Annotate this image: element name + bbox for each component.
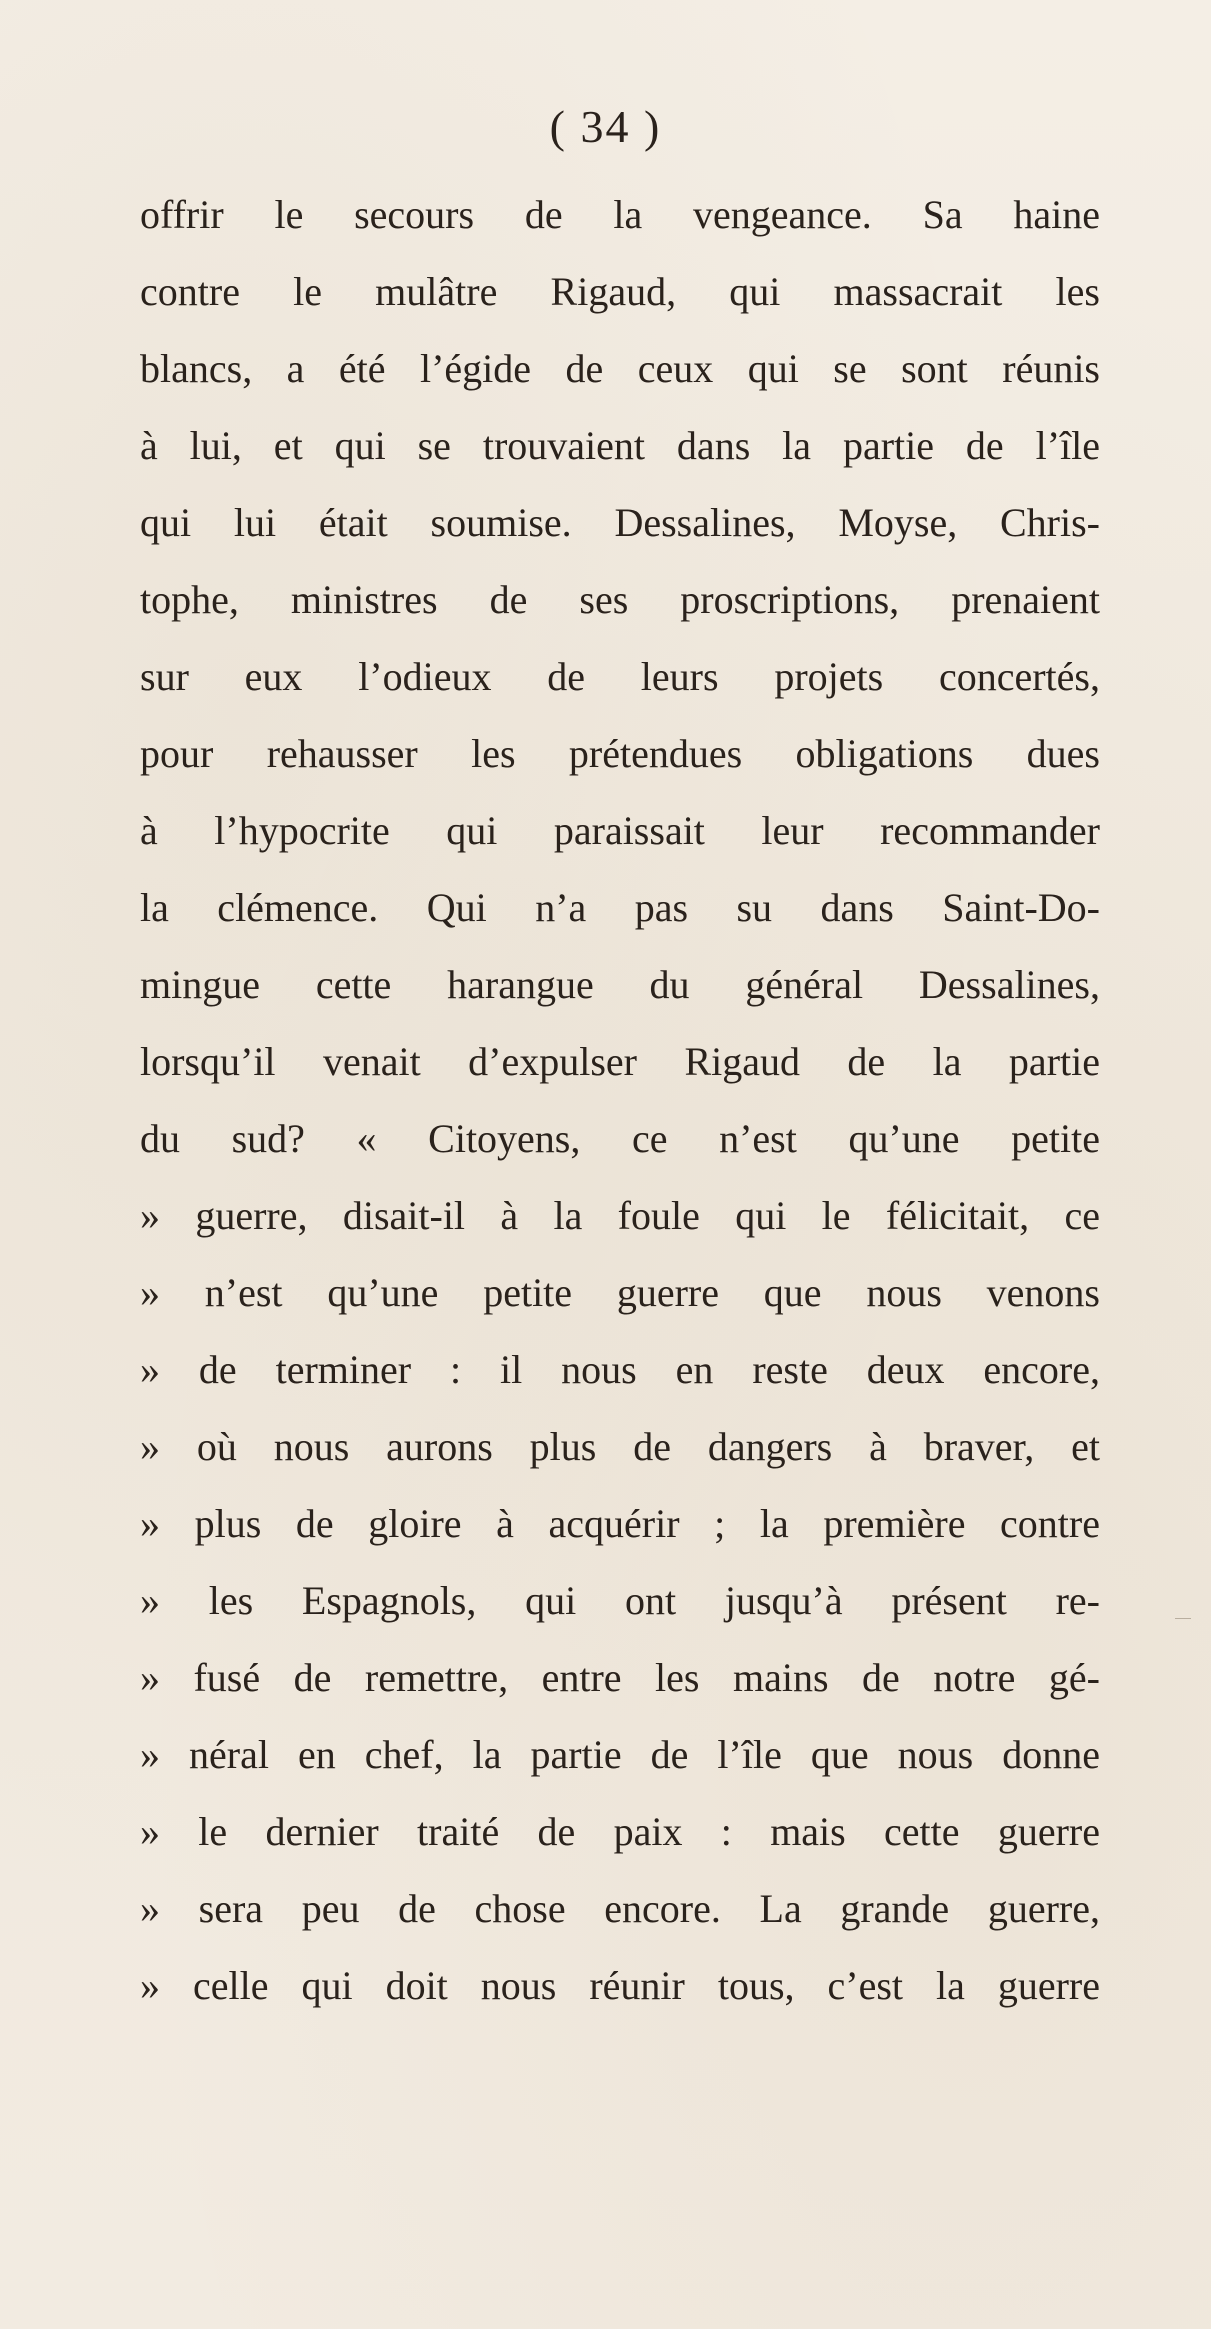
text-line: » celle qui doit nous réunir tous, c’est la guerre xyxy=(140,1963,1100,2008)
text-line: » les Espagnols, qui ont jusqu’à présent re- xyxy=(140,1578,1100,1623)
text-line: » plus de gloire à acquérir ; la première contre xyxy=(140,1501,1100,1546)
text-line: » fusé de remettre, entre les mains de notre gé- xyxy=(140,1655,1100,1700)
text-line: » où nous aurons plus de dangers à braver, et xyxy=(140,1424,1100,1469)
text-line: la clémence. Qui n’a pas su dans Saint-Do- xyxy=(140,885,1100,930)
text-line: » le dernier traité de paix : mais cette guerre xyxy=(140,1809,1100,1854)
text-line: tophe, ministres de ses proscriptions, prenaient xyxy=(140,577,1100,622)
text-line: à lui, et qui se trouvaient dans la partie de l’île xyxy=(140,423,1100,468)
text-line: contre le mulâtre Rigaud, qui massacrait les xyxy=(140,269,1100,314)
text-line: lorsqu’il venait d’expulser Rigaud de la partie xyxy=(140,1039,1100,1084)
text-line: qui lui était soumise. Dessalines, Moyse, Chris- xyxy=(140,500,1100,545)
text-line: sur eux l’odieux de leurs projets concertés, xyxy=(140,654,1100,699)
text-line: blancs, a été l’égide de ceux qui se sont réunis xyxy=(140,346,1100,391)
page-number: ( 34 ) xyxy=(549,101,662,152)
margin-mark xyxy=(1175,1618,1191,1619)
text-line: du sud? « Citoyens, ce n’est qu’une petite xyxy=(140,1116,1100,1161)
text-line: » sera peu de chose encore. La grande guerre, xyxy=(140,1886,1100,1931)
text-line: » de terminer : il nous en reste deux encore, xyxy=(140,1347,1100,1392)
text-line: à l’hypocrite qui paraissait leur recommander xyxy=(140,808,1100,853)
text-line: mingue cette harangue du général Dessalines, xyxy=(140,962,1100,1007)
text-line: » n’est qu’une petite guerre que nous venons xyxy=(140,1270,1100,1315)
text-line: pour rehausser les prétendues obligations dues xyxy=(140,731,1100,776)
text-line: offrir le secours de la vengeance. Sa haine xyxy=(140,192,1100,237)
body-text xyxy=(140,176,1100,2024)
text-line: » guerre, disait-il à la foule qui le félicitait, ce xyxy=(140,1193,1100,1238)
text-line: » néral en chef, la partie de l’île que nous donne xyxy=(140,1732,1100,1777)
